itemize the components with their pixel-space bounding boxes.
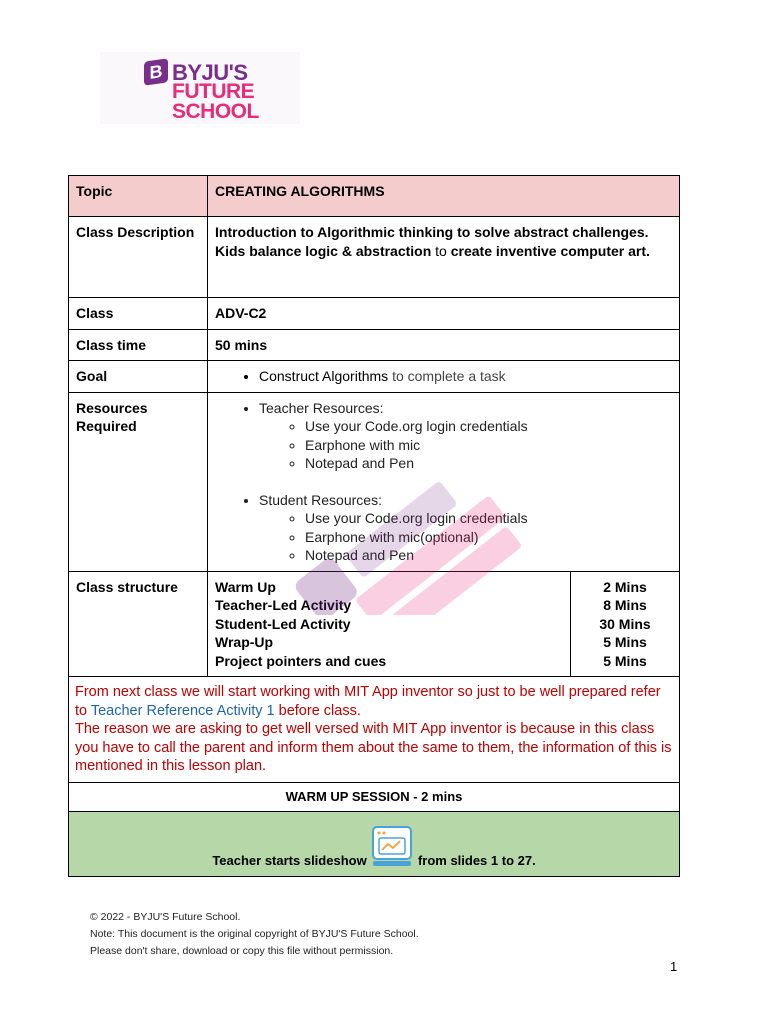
teacher-reference-link[interactable]: Teacher Reference Activity 1 <box>90 702 275 719</box>
teacher-resources-heading: • Teacher Resources: <box>259 399 672 418</box>
topic-row <box>69 176 680 217</box>
structure-time: 5 Mins <box>603 652 647 669</box>
teacher-resource-item: ◦ Earphone with mic <box>305 436 672 455</box>
student-resource-item: ◦ Use your Code.org login credentials <box>305 509 672 528</box>
logo-line-1: BYJU'S <box>172 60 248 85</box>
logo-line-2: FUTURE <box>172 80 255 103</box>
teacher-resource-item: ◦ Use your Code.org login credentials <box>305 417 672 436</box>
description-value <box>208 217 680 298</box>
class-structure-activities <box>208 571 571 677</box>
footer-note: Note: This document is the original copyright of BYJU'S Future School. <box>90 928 419 940</box>
warmup-row <box>69 782 680 812</box>
page-number: 1 <box>670 959 678 974</box>
resources-value <box>208 392 680 571</box>
resources-row <box>69 392 680 571</box>
resources-label: Resources Required <box>69 392 208 571</box>
structure-time: 8 Mins <box>603 597 647 613</box>
goal-value <box>208 361 680 393</box>
student-resources-heading: • Student Resources: <box>259 491 672 510</box>
student-resource-item: ◦ Notepad and Pen <box>305 546 672 565</box>
structure-time: 30 Mins <box>599 615 651 632</box>
goal-item: • Construct Algorithms to complete a task <box>259 367 672 386</box>
class-label: Class <box>69 298 208 330</box>
class-structure-row <box>69 571 680 677</box>
class-time-label: Class time <box>69 329 208 361</box>
structure-activity: Teacher-Led Activity <box>215 597 352 613</box>
topic-value: CREATING ALGORITHMS <box>208 176 680 217</box>
slideshow-icon <box>370 825 414 869</box>
structure-activity: Project pointers and cues <box>215 652 387 669</box>
structure-activity: Warm Up <box>215 578 276 595</box>
description-text-a: Introduction to Algorithmic thinking to solve abstract challenges. Kids balance logic & abstraction <box>215 224 649 259</box>
structure-activity: Wrap-Up <box>215 634 274 650</box>
class-value: ADV-C2 <box>208 298 680 330</box>
footer-copyright: © 2022 - BYJU'S Future School. <box>90 911 241 923</box>
topic-label: Topic <box>69 176 208 217</box>
description-row <box>69 217 680 298</box>
goal-row <box>69 361 680 393</box>
structure-time: 5 Mins <box>603 634 647 650</box>
class-time-value: 50 mins <box>208 329 680 361</box>
student-resource-item: ◦ Earphone with mic(optional) <box>305 528 672 547</box>
notice-row <box>69 677 680 783</box>
description-label: Class Description <box>69 217 208 298</box>
logo-badge-icon: B <box>144 58 168 85</box>
teacher-resource-item: ◦ Notepad and Pen <box>305 454 672 473</box>
logo-line-3: SCHOOL <box>172 100 259 123</box>
warmup-title: WARM UP SESSION - 2 mins <box>69 782 680 812</box>
goal-label: Goal <box>69 361 208 393</box>
structure-time: 2 Mins <box>603 578 647 595</box>
footer <box>90 909 419 960</box>
slideshow-instruction: Teacher starts slideshow from slides 1 to 27. <box>69 812 680 877</box>
notice-text: From next class we will start working with MIT App inventor so just to be well prepared refer to Teacher Reference Activity 1 before class. The reason we are asking to get well versed with MIT App inventor is because in this class you have to call the parent and inform them about the same to them, the information of this is mentioned in this lesson plan. <box>69 677 680 783</box>
footer-warning: Please don't share, download or copy this file without permission. <box>90 945 394 957</box>
byjus-logo <box>100 52 300 124</box>
lesson-plan-table <box>68 175 680 877</box>
description-text-b: to <box>435 242 447 259</box>
description-text-c: create inventive computer art. <box>446 242 650 259</box>
class-structure-label: Class structure <box>69 571 208 677</box>
slideshow-row <box>69 812 680 877</box>
structure-activity: Student-Led Activity <box>215 615 351 632</box>
class-row <box>69 298 680 330</box>
class-structure-times <box>571 571 680 677</box>
class-time-row <box>69 329 680 361</box>
